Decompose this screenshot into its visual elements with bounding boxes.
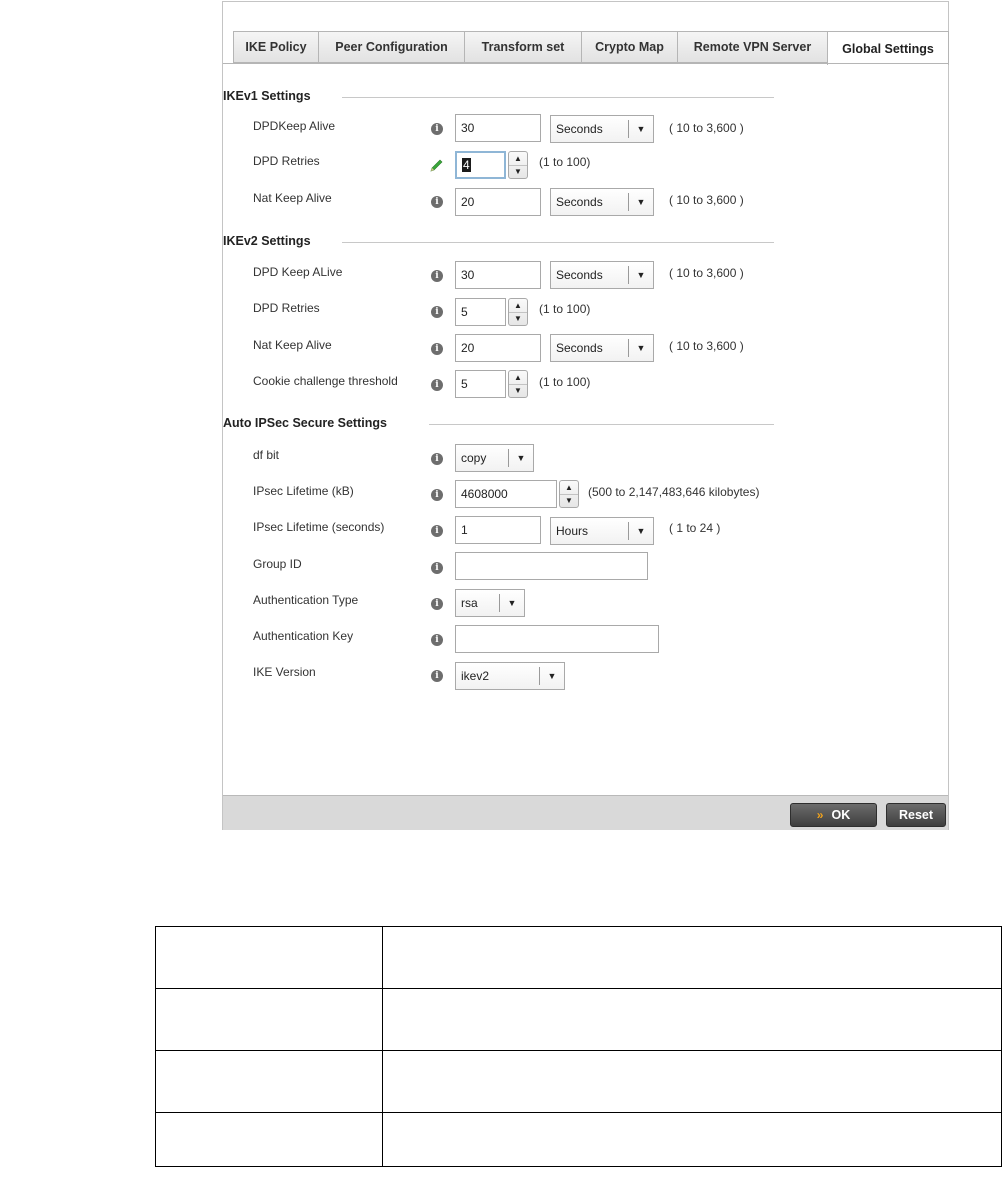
tab-crypto-map[interactable]: Crypto Map [581, 31, 678, 63]
ikev2-nat-keep-alive-label: Nat Keep Alive [253, 338, 332, 352]
table-cell [156, 989, 383, 1051]
ikev2-dpd-retries-input[interactable]: 5 [455, 298, 506, 326]
table-cell [383, 989, 1002, 1051]
ipsec-lifetime-seconds-label: IPsec Lifetime (seconds) [253, 520, 385, 534]
info-icon[interactable]: i [431, 379, 443, 391]
ikev1-nat-keep-alive-unit-select[interactable] [550, 188, 654, 216]
chevron-down-icon: ▼ [507, 598, 517, 608]
reset-button[interactable] [886, 803, 946, 827]
tab-ike-policy[interactable]: IKE Policy [233, 31, 319, 63]
df-bit-select[interactable] [455, 444, 534, 472]
ikev2-dpd-keep-alive-range: ( 10 to 3,600 ) [669, 266, 744, 280]
dropdown-value: Seconds [556, 122, 603, 136]
info-icon[interactable]: i [431, 525, 443, 537]
ikev2-dpd-retries-label: DPD Retries [253, 301, 320, 315]
ikev1-dpd-retries-input[interactable] [455, 151, 506, 179]
chevron-down-icon: ▼ [636, 124, 646, 134]
ikev2-nat-keep-alive-input[interactable]: 20 [455, 334, 541, 362]
ikev1-nat-keep-alive-input[interactable]: 20 [455, 188, 541, 216]
table-row [156, 927, 1002, 989]
ikev1-dpd-keep-alive-input[interactable]: 30 [455, 114, 541, 142]
tab-transform-set[interactable]: Transform set [464, 31, 582, 63]
group-id-input[interactable] [455, 552, 648, 580]
authentication-key-label: Authentication Key [253, 629, 354, 643]
double-chevron-right-icon: » [816, 808, 824, 822]
ok-button-label: OK [831, 808, 851, 822]
ikev1-dpd-retries-label: DPD Retries [253, 154, 320, 168]
table-cell [156, 927, 383, 989]
spin-down-icon[interactable]: ▼ [514, 314, 522, 323]
dropdown-value: rsa [461, 596, 478, 610]
dropdown-value: ikev2 [461, 669, 490, 683]
group-id-label: Group ID [253, 557, 302, 571]
df-bit-label: df bit [253, 448, 280, 462]
tab-remote-vpn-server[interactable]: Remote VPN Server [677, 31, 828, 63]
ikev2-cookie-threshold-input[interactable]: 5 [455, 370, 506, 398]
chevron-down-icon: ▼ [636, 343, 646, 353]
parameter-table [155, 926, 1002, 1167]
ipsec-lifetime-seconds-input[interactable]: 1 [455, 516, 541, 544]
ipsec-lifetime-seconds-range: ( 1 to 24 ) [669, 521, 721, 535]
ipsec-lifetime-kb-input[interactable]: 4608000 [455, 480, 557, 508]
ikev2-dpd-keep-alive-label: DPD Keep ALive [253, 265, 343, 279]
spin-down-icon[interactable]: ▼ [514, 167, 522, 176]
authentication-key-input[interactable] [455, 625, 659, 653]
ikev1-dpd-keep-alive-label: DPDKeep Alive [253, 119, 336, 133]
ipsec-lifetime-kb-range: (500 to 2,147,483,646 kilobytes) [588, 485, 760, 499]
chevron-down-icon: ▼ [516, 453, 526, 463]
chevron-down-icon: ▼ [636, 197, 646, 207]
info-icon[interactable]: i [431, 670, 443, 682]
ikev2-nat-keep-alive-unit-select[interactable] [550, 334, 654, 362]
info-icon[interactable]: i [431, 634, 443, 646]
dropdown-value: Seconds [556, 268, 603, 282]
spin-up-icon[interactable]: ▲ [560, 481, 578, 495]
ikev1-dpd-keep-alive-unit-select[interactable] [550, 115, 654, 143]
tab-bar [233, 31, 945, 63]
table-cell [156, 1113, 383, 1167]
ipsec-lifetime-unit-select[interactable] [550, 517, 654, 545]
ikev1-nat-keep-alive-label: Nat Keep Alive [253, 191, 332, 205]
section-divider [342, 242, 774, 243]
spin-down-icon[interactable]: ▼ [514, 386, 522, 395]
table-cell [383, 1051, 1002, 1113]
dropdown-value: Seconds [556, 195, 603, 209]
info-icon[interactable]: i [431, 453, 443, 465]
tab-peer-configuration[interactable]: Peer Configuration [318, 31, 465, 63]
ikev2-dpd-keep-alive-input[interactable]: 30 [455, 261, 541, 289]
info-icon[interactable]: i [431, 123, 443, 135]
ike-version-select[interactable] [455, 662, 565, 690]
dropdown-value: Seconds [556, 341, 603, 355]
ikev2-section-title: IKEv2 Settings [223, 234, 311, 248]
pencil-icon [429, 159, 445, 173]
section-divider [342, 97, 774, 98]
section-divider [429, 424, 774, 425]
chevron-down-icon: ▼ [636, 270, 646, 280]
authentication-type-select[interactable] [455, 589, 525, 617]
spin-down-icon[interactable]: ▼ [565, 496, 573, 505]
chevron-down-icon: ▼ [636, 526, 646, 536]
ikev2-dpd-retries-spinner[interactable] [508, 298, 528, 326]
auto-ipsec-section-header [223, 416, 950, 432]
selected-text: 4 [463, 158, 470, 172]
ikev1-section-title: IKEv1 Settings [223, 89, 311, 103]
auto-ipsec-section-title: Auto IPSec Secure Settings [223, 416, 387, 430]
spin-up-icon[interactable]: ▲ [509, 371, 527, 385]
table-row [156, 989, 1002, 1051]
ike-version-label: IKE Version [253, 665, 316, 679]
info-icon[interactable]: i [431, 343, 443, 355]
dropdown-value: copy [461, 451, 487, 465]
ikev1-section-header [223, 89, 950, 105]
ikev1-dpd-keep-alive-range: ( 10 to 3,600 ) [669, 121, 744, 135]
ikev1-nat-keep-alive-range: ( 10 to 3,600 ) [669, 193, 744, 207]
dropdown-value: Hours [556, 524, 589, 538]
chevron-down-icon: ▼ [547, 671, 557, 681]
reset-button-label: Reset [898, 808, 934, 822]
info-icon[interactable]: i [431, 270, 443, 282]
authentication-type-label: Authentication Type [253, 593, 359, 607]
info-icon[interactable]: i [431, 306, 443, 318]
ikev2-dpd-keep-alive-unit-select[interactable] [550, 261, 654, 289]
ikev1-dpd-retries-range: (1 to 100) [539, 155, 591, 169]
ipsec-lifetime-kb-spinner[interactable] [559, 480, 579, 508]
info-icon[interactable]: i [431, 598, 443, 610]
table-row [156, 1051, 1002, 1113]
ikev1-dpd-retries-spinner[interactable] [508, 151, 528, 179]
global-settings-panel [222, 1, 949, 830]
tab-global-settings[interactable]: Global Settings [827, 31, 949, 65]
spin-up-icon[interactable]: ▲ [509, 299, 527, 313]
spin-up-icon[interactable]: ▲ [509, 152, 527, 166]
table-cell [383, 927, 1002, 989]
table-cell [156, 1051, 383, 1113]
ok-button[interactable] [790, 803, 877, 827]
ikev2-cookie-threshold-range: (1 to 100) [539, 375, 591, 389]
ikev2-cookie-threshold-spinner[interactable] [508, 370, 528, 398]
table-row [156, 1113, 1002, 1167]
tab-baseline [223, 63, 948, 64]
ikev2-section-header [223, 234, 950, 250]
ikev2-dpd-retries-range: (1 to 100) [539, 302, 591, 316]
info-icon[interactable]: i [431, 196, 443, 208]
ikev2-nat-keep-alive-range: ( 10 to 3,600 ) [669, 339, 744, 353]
ipsec-lifetime-kb-label: IPsec Lifetime (kB) [253, 484, 354, 498]
info-icon[interactable]: i [431, 489, 443, 501]
table-cell [383, 1113, 1002, 1167]
ikev2-cookie-threshold-label: Cookie challenge threshold [253, 374, 398, 388]
panel-footer [223, 795, 948, 830]
info-icon[interactable]: i [431, 562, 443, 574]
